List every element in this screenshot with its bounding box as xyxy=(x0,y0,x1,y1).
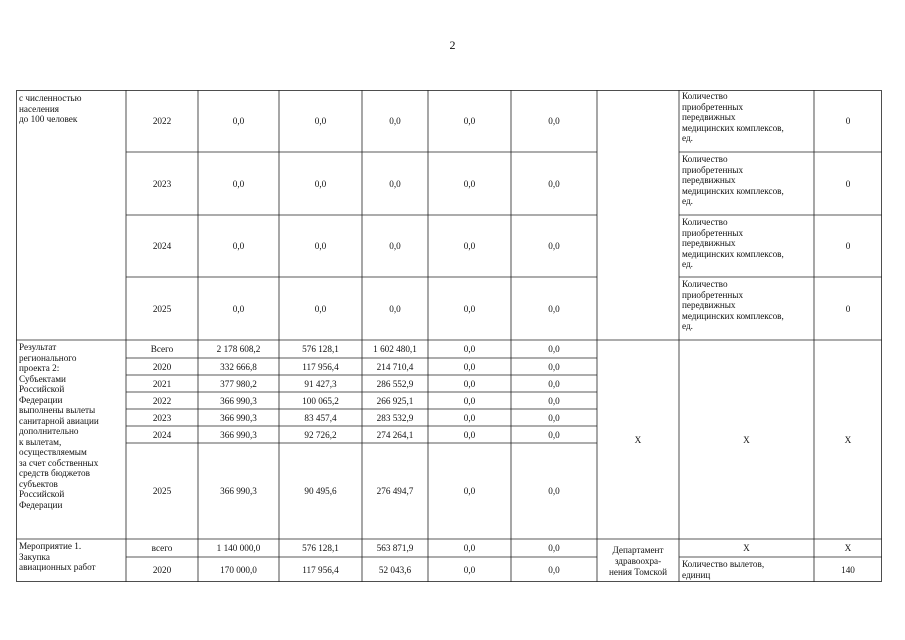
value-cell: 366 990,3 xyxy=(220,429,257,440)
value-cell: 366 990,3 xyxy=(220,412,257,423)
value-cell: 0,0 xyxy=(232,303,245,314)
value-cell: 117 956,4 xyxy=(302,361,339,372)
value-cell: 0,0 xyxy=(463,303,476,314)
indicator-cell: Количество вылетов, единиц xyxy=(682,559,765,580)
value-cell: 0,0 xyxy=(463,412,476,423)
value-cell: 0,0 xyxy=(463,178,476,189)
year-cell: 2023 xyxy=(152,412,172,423)
target-cell: 0 xyxy=(845,303,851,314)
value-cell: 0,0 xyxy=(548,486,560,496)
value-cell: 0,0 xyxy=(548,116,560,126)
year-cell: 2022 xyxy=(152,395,172,406)
value-cell: 117 956,4 xyxy=(302,564,339,575)
value-cell: 366 990,3 xyxy=(220,486,257,496)
value-cell: 366 990,3 xyxy=(220,395,257,406)
value-cell: 266 925,1 xyxy=(376,395,414,406)
value-cell: 90 495,6 xyxy=(304,486,337,496)
year-cell: 2022 xyxy=(152,116,172,126)
value-cell: 100 065,2 xyxy=(302,395,339,406)
value-cell: 0,0 xyxy=(232,178,245,189)
row-label-population: с численностью населения до 100 человек xyxy=(19,93,82,124)
value-cell: 1 602 480,1 xyxy=(373,344,417,354)
value-cell: 576 128,1 xyxy=(302,543,339,553)
indicator-mark: X xyxy=(743,434,750,445)
value-cell: 0,0 xyxy=(463,543,476,553)
indicator-cell: X xyxy=(743,543,750,553)
target-cell: 0 xyxy=(845,178,851,189)
year-cell: всего xyxy=(151,543,173,553)
value-cell: 91 427,3 xyxy=(304,378,337,389)
value-cell: 0,0 xyxy=(389,241,401,251)
value-cell: 0,0 xyxy=(389,178,401,189)
value-cell: 0,0 xyxy=(463,378,476,389)
target-cell: 140 xyxy=(841,564,855,575)
value-cell: 2 178 608,2 xyxy=(216,344,261,354)
value-cell: 0,0 xyxy=(548,395,560,406)
target-cell: 0 xyxy=(845,116,851,126)
indicator-cell: Количество приобретенных передвижных медицинских комплексов, ед. xyxy=(682,217,784,269)
value-cell: 214 710,4 xyxy=(376,361,414,372)
value-cell: 0,0 xyxy=(548,178,560,189)
value-cell: 274 264,1 xyxy=(376,429,414,440)
value-cell: 0,0 xyxy=(232,241,245,251)
row-label-event-1: Мероприятие 1. Закупка авиационных работ xyxy=(19,541,96,572)
value-cell: 0,0 xyxy=(548,361,560,372)
value-cell: 286 552,9 xyxy=(376,378,414,389)
budget-table xyxy=(16,90,882,582)
value-cell: 0,0 xyxy=(389,116,401,126)
value-cell: 0,0 xyxy=(463,564,476,575)
year-cell: 2025 xyxy=(152,303,172,314)
executor-department: Департамент здравоохра- нения Томской xyxy=(608,544,668,577)
value-cell: 92 726,2 xyxy=(304,429,337,440)
year-cell: 2023 xyxy=(152,178,172,189)
value-cell: 332 666,8 xyxy=(220,361,257,372)
indicator-cell: Количество приобретенных передвижных медицинских комплексов, ед. xyxy=(682,154,784,206)
value-cell: 0,0 xyxy=(548,241,560,251)
value-cell: 0,0 xyxy=(463,395,476,406)
target-cell: 0 xyxy=(845,241,851,251)
indicator-cell: Количество приобретенных передвижных медицинских комплексов, ед. xyxy=(682,91,784,143)
value-cell: 0,0 xyxy=(463,241,476,251)
target-mark: X xyxy=(844,434,852,445)
indicator-cell: Количество приобретенных передвижных медицинских комплексов, ед. xyxy=(682,279,784,331)
value-cell: 0,0 xyxy=(314,178,327,189)
value-cell: 83 457,4 xyxy=(304,412,337,423)
value-cell: 0,0 xyxy=(548,378,560,389)
value-cell: 563 871,9 xyxy=(376,543,414,553)
value-cell: 52 043,6 xyxy=(378,564,412,575)
value-cell: 0,0 xyxy=(389,303,401,314)
value-cell: 0,0 xyxy=(232,116,245,126)
target-cell: X xyxy=(844,543,852,553)
value-cell: 276 494,7 xyxy=(376,486,414,496)
value-cell: 0,0 xyxy=(548,344,560,354)
year-cell: 2020 xyxy=(152,361,172,372)
value-cell: 377 980,2 xyxy=(220,378,257,389)
value-cell: 576 128,1 xyxy=(302,344,339,354)
value-cell: 0,0 xyxy=(463,486,476,496)
value-cell: 0,0 xyxy=(463,344,476,354)
value-cell: 0,0 xyxy=(548,543,560,553)
value-cell: 0,0 xyxy=(548,412,560,423)
year-cell: 2024 xyxy=(152,241,172,251)
row-label-result-2: Результат регионального проекта 2: Субъектами Российской Федерации выполнены вылеты санитарной авиации дополнительно к вылетам, осуществляемым за счет собственных средств бюджетов субъектов Российской Федерации xyxy=(19,342,99,510)
value-cell: 0,0 xyxy=(548,429,560,440)
value-cell: 0,0 xyxy=(314,241,327,251)
executor-mark: X xyxy=(634,434,642,445)
value-cell: 0,0 xyxy=(463,116,476,126)
year-cell: 2020 xyxy=(152,564,172,575)
page-number: 2 xyxy=(449,38,456,52)
value-cell: 0,0 xyxy=(314,303,327,314)
value-cell: 0,0 xyxy=(548,303,560,314)
value-cell: 0,0 xyxy=(463,429,476,440)
value-cell: 0,0 xyxy=(314,116,327,126)
year-cell: 2024 xyxy=(152,429,172,440)
year-cell: 2021 xyxy=(152,378,172,389)
value-cell: 170 000,0 xyxy=(220,564,257,575)
value-cell: 0,0 xyxy=(548,564,560,575)
year-cell: 2025 xyxy=(152,486,172,496)
value-cell: 0,0 xyxy=(463,361,476,372)
value-cell: 283 532,9 xyxy=(376,412,414,423)
year-cell: Всего xyxy=(150,344,174,354)
value-cell: 1 140 000,0 xyxy=(216,543,261,553)
